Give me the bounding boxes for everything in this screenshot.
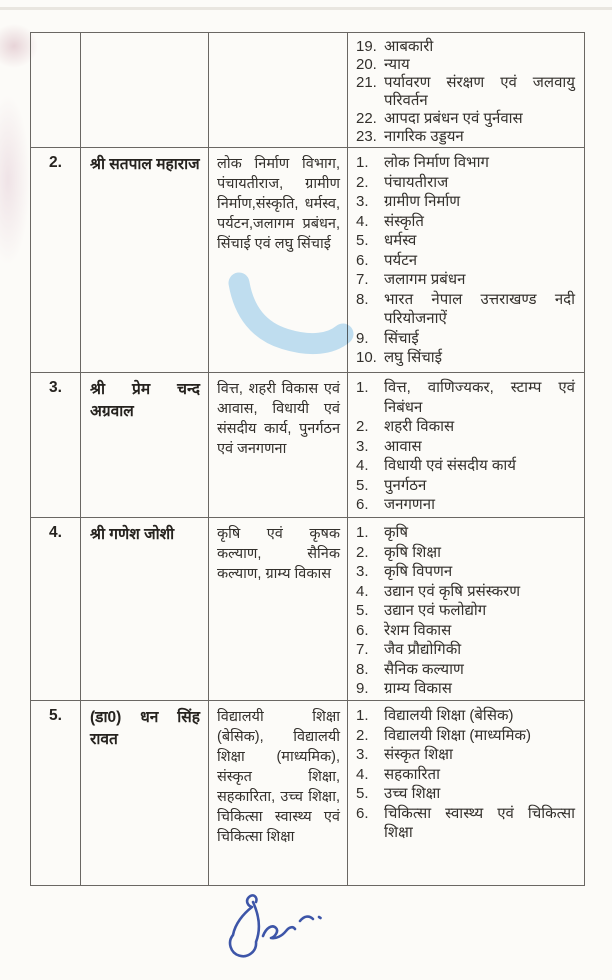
item-text: सैनिक कल्याण <box>384 660 464 678</box>
portfolio-summary-cell: लोक निर्माण विभाग, पंचायतीराज, ग्रामीण निर्माण,संस्कृति, धर्मस्व, पर्यटन,जलागम प्रबंधन, सिंचाई एवं लघु सिंचाई <box>209 148 348 373</box>
item-number: 21. <box>356 74 377 91</box>
portfolio-item <box>356 543 578 563</box>
item-text: जलागम प्रबंधन <box>384 271 466 288</box>
item-number: 2. <box>356 543 369 561</box>
item-text: सहकारिता <box>384 765 440 783</box>
item-number: 1. <box>356 379 369 396</box>
minister-name-cell: श्री प्रेम चन्द अग्रवाल <box>81 373 209 518</box>
portfolio-item <box>356 562 578 582</box>
portfolio-item <box>356 495 578 515</box>
portfolio-item <box>356 456 578 476</box>
item-text: लघु सिंचाई <box>384 349 443 366</box>
portfolio-item <box>356 212 578 232</box>
item-text: विधायी एवं संसदीय कार्य <box>384 457 516 474</box>
portfolio-item <box>356 153 578 173</box>
ministers-portfolio-table <box>30 32 585 886</box>
item-number: 4. <box>356 457 369 474</box>
scan-smudge <box>0 95 30 265</box>
portfolio-list-cell <box>348 33 585 148</box>
portfolio-item <box>356 765 578 785</box>
item-text: उद्यान एवं फलोद्योग <box>384 602 487 619</box>
item-number: 3. <box>356 746 369 763</box>
portfolio-item <box>356 640 578 660</box>
item-number: 20. <box>356 56 377 73</box>
portfolio-item <box>356 290 578 329</box>
item-text: शहरी विकास <box>384 418 455 435</box>
portfolio-list-cell <box>348 518 585 701</box>
item-text: आपदा प्रबंधन एवं पुर्नवास <box>384 110 523 127</box>
portfolio-item <box>356 192 578 212</box>
item-text: जैव प्रौद्योगिकी <box>384 641 462 658</box>
item-text: लोक निर्माण विभाग <box>384 154 489 171</box>
serial-cell: 3. <box>31 373 81 518</box>
portfolio-item <box>356 231 578 251</box>
item-text: विद्यालयी शिक्षा (माध्यमिक) <box>384 726 531 744</box>
item-text: नागरिक उड्डयन <box>384 128 464 145</box>
scan-edge-line <box>0 7 612 10</box>
portfolio-item <box>356 417 578 437</box>
item-number: 1. <box>356 154 369 171</box>
item-text: पंचायतीराज <box>384 173 449 191</box>
item-number: 6. <box>356 496 369 513</box>
item-number: 8. <box>356 290 369 308</box>
item-number: 5. <box>356 785 369 802</box>
handwritten-signature <box>230 895 320 956</box>
item-text: पर्यटन <box>384 251 418 269</box>
portfolio-item <box>356 437 578 457</box>
item-number: 1. <box>356 524 369 541</box>
portfolio-item <box>356 745 578 765</box>
portfolio-summary-cell: कृषि एवं कृषक कल्याण, सैनिक कल्याण, ग्राम्य विकास <box>209 518 348 701</box>
item-number: 9. <box>356 680 369 697</box>
serial-cell: 2. <box>31 148 81 373</box>
portfolio-item <box>356 270 578 290</box>
item-text: न्याय <box>384 56 410 73</box>
item-number: 5. <box>356 602 369 619</box>
item-number: 3. <box>356 193 369 210</box>
portfolio-item <box>356 621 578 641</box>
item-number: 6. <box>356 251 369 269</box>
item-text: कृषि शिक्षा <box>384 543 441 561</box>
item-text: संस्कृति <box>384 212 424 230</box>
item-text: विद्यालयी शिक्षा (बेसिक) <box>384 707 514 724</box>
item-number: 2. <box>356 726 369 744</box>
table-row <box>31 518 585 701</box>
minister-name-cell: (डा0) धन सिंह रावत <box>81 701 209 886</box>
item-text: चिकित्सा स्वास्थ्य एवं चिकित्सा शिक्षा <box>384 804 575 841</box>
portfolio-summary-cell: विद्यालयी शिक्षा (बेसिक), विद्यालयी शिक्षा (माध्यमिक), संस्कृत शिक्षा, सहकारिता, उच्च शिक्षा, चिकित्सा स्वास्थ्य एवं चिकित्सा शिक्षा <box>209 701 348 886</box>
item-number: 2. <box>356 418 369 435</box>
item-text: आवास <box>384 437 422 455</box>
serial-cell: 4. <box>31 518 81 701</box>
item-text: पुनर्गठन <box>384 476 427 494</box>
portfolio-item <box>356 679 578 699</box>
portfolio-list-cell <box>348 701 585 886</box>
portfolio-list-cell <box>348 373 585 518</box>
portfolio-item <box>356 378 578 417</box>
item-number: 7. <box>356 271 369 288</box>
item-number: 19. <box>356 38 377 55</box>
item-text: जनगणना <box>384 496 435 513</box>
item-number: 3. <box>356 563 369 580</box>
item-number: 3. <box>356 437 369 455</box>
portfolio-item <box>356 348 578 368</box>
item-number: 6. <box>356 804 369 822</box>
item-number: 9. <box>356 329 369 347</box>
portfolio-item <box>356 329 578 349</box>
item-number: 4. <box>356 212 369 230</box>
item-text: सिंचाई <box>384 329 419 347</box>
table-row <box>31 701 585 886</box>
item-text: पर्यावरण संरक्षण एवं जलवायु परिवर्तन <box>384 74 575 109</box>
item-number: 5. <box>356 232 369 249</box>
table-row <box>31 148 585 373</box>
minister-name-cell <box>81 33 209 148</box>
item-number: 23. <box>356 128 377 145</box>
portfolio-item <box>356 38 578 56</box>
portfolio-item <box>356 476 578 496</box>
table-row <box>31 373 585 518</box>
item-number: 10. <box>356 349 377 366</box>
item-number: 5. <box>356 476 369 494</box>
portfolio-item <box>356 660 578 680</box>
item-number: 4. <box>356 765 369 783</box>
item-text: ग्रामीण निर्माण <box>384 193 461 210</box>
table-row <box>31 33 585 148</box>
portfolio-item <box>356 110 578 128</box>
item-number: 4. <box>356 582 369 600</box>
item-text: उद्यान एवं कृषि प्रसंस्करण <box>384 582 521 600</box>
portfolio-item <box>356 601 578 621</box>
item-number: 7. <box>356 641 369 658</box>
portfolio-item <box>356 582 578 602</box>
portfolio-item <box>356 726 578 746</box>
item-text: वित्त, वाणिज्यकर, स्टाम्प एवं निबंधन <box>384 379 575 416</box>
item-number: 2. <box>356 173 369 191</box>
item-text: ग्राम्य विकास <box>384 680 452 697</box>
portfolio-summary-cell: वित्त, शहरी विकास एवं आवास, विधायी एवं संसदीय कार्य, पुनर्गठन एवं जनगणना <box>209 373 348 518</box>
portfolio-item <box>356 74 578 110</box>
portfolio-item <box>356 56 578 74</box>
portfolio-item <box>356 523 578 543</box>
portfolio-list-cell <box>348 148 585 373</box>
item-text: उच्च शिक्षा <box>384 785 441 802</box>
portfolio-item <box>356 706 578 726</box>
item-text: कृषि विपणन <box>384 563 453 580</box>
item-text: भारत नेपाल उत्तराखण्ड नदी परियोजनाऐं <box>384 290 575 327</box>
item-text: कृषि <box>384 524 409 541</box>
minister-name-cell: श्री सतपाल महाराज <box>81 148 209 373</box>
serial-cell <box>31 33 81 148</box>
item-text: धर्मस्व <box>384 232 417 249</box>
portfolio-item <box>356 128 578 146</box>
item-text: संस्कृत शिक्षा <box>384 746 453 763</box>
item-number: 1. <box>356 707 369 724</box>
item-text: आबकारी <box>384 38 434 55</box>
item-number: 6. <box>356 621 369 639</box>
serial-cell: 5. <box>31 701 81 886</box>
item-number: 8. <box>356 660 369 678</box>
portfolio-summary-cell <box>209 33 348 148</box>
portfolio-item <box>356 784 578 804</box>
minister-name-cell: श्री गणेश जोशी <box>81 518 209 701</box>
portfolio-item <box>356 173 578 193</box>
item-text: रेशम विकास <box>384 621 452 639</box>
portfolio-item <box>356 251 578 271</box>
item-number: 22. <box>356 110 377 127</box>
portfolio-item <box>356 804 578 843</box>
